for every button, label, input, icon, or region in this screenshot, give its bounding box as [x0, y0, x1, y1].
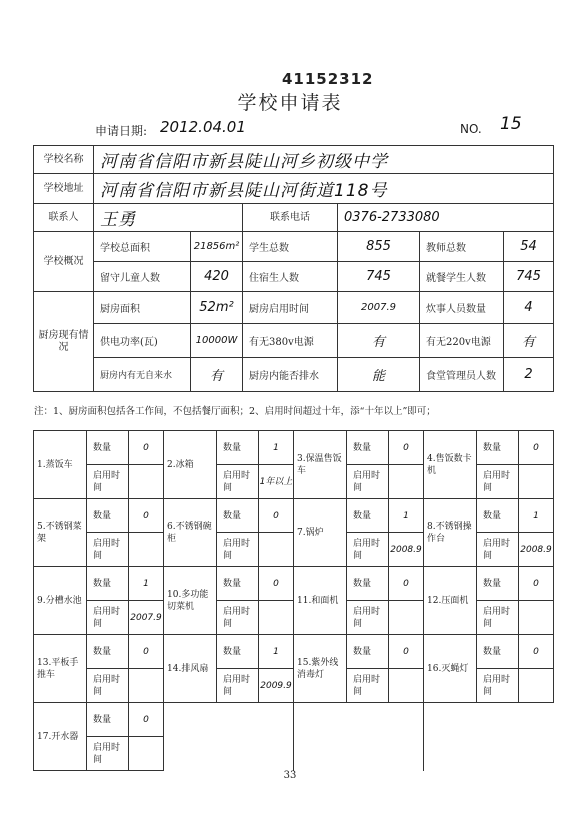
year-value [129, 737, 164, 771]
year-label: 启用时间 [477, 601, 519, 635]
year-label: 启用时间 [217, 601, 259, 635]
tap-water-value: 有 [191, 358, 243, 392]
qty-value: 0 [389, 431, 424, 465]
year-label: 启用时间 [347, 669, 389, 703]
v220-value: 有 [504, 324, 554, 358]
total-area-label: 学校总面积 [94, 232, 191, 262]
equipment-name: 3.保温售饭车 [294, 431, 347, 499]
note: 注：1、厨房面积包括各工作间，不包括餐厅面积；2、启用时间超过十年，添“十年以上”即可； [34, 406, 436, 417]
kitchen-year-value: 2007.9 [338, 292, 420, 324]
equipment-name: 9.分槽水池 [34, 567, 87, 635]
equipment-name: 6.不锈钢碗柜 [164, 499, 217, 567]
kitchen-area-label: 厨房面积 [94, 292, 191, 324]
drainage-label: 厨房内能否排水 [243, 358, 338, 392]
qty-label: 数量 [87, 431, 129, 465]
qty-label: 数量 [217, 499, 259, 533]
year-label: 启用时间 [477, 669, 519, 703]
kitchen-label: 厨房现有情况 [34, 292, 94, 392]
year-value [519, 669, 554, 703]
year-label: 启用时间 [217, 465, 259, 499]
qty-label: 数量 [347, 499, 389, 533]
equipment-name: 14.排风扇 [164, 635, 217, 703]
year-value: 2008.9 [519, 533, 554, 567]
qty-value: 0 [519, 431, 554, 465]
equipment-name: 8.不锈钢操作台 [424, 499, 477, 567]
no-value: 15 [500, 114, 522, 134]
school-info-table [33, 145, 554, 392]
kitchen-year-label: 厨房启用时间 [243, 292, 338, 324]
diners-label: 就餐学生人数 [420, 262, 504, 292]
school-address-label: 学校地址 [34, 174, 94, 204]
qty-label: 数量 [87, 499, 129, 533]
year-label: 启用时间 [347, 601, 389, 635]
qty-label: 数量 [477, 635, 519, 669]
year-label: 启用时间 [477, 533, 519, 567]
equipment-name: 2.冰箱 [164, 431, 217, 499]
contact-person-label: 联系人 [34, 204, 94, 232]
page-number: 33 [283, 770, 297, 781]
year-label: 启用时间 [87, 669, 129, 703]
qty-value: 0 [259, 499, 294, 533]
school-name-label: 学校名称 [34, 146, 94, 174]
year-value [389, 669, 424, 703]
form-code: 41152312 [282, 70, 374, 88]
qty-label: 数量 [477, 431, 519, 465]
total-students-label: 学生总数 [243, 232, 338, 262]
year-value [389, 601, 424, 635]
empty-cell [294, 703, 424, 771]
qty-value: 0 [129, 635, 164, 669]
equipment-name: 4.售饭数卡机 [424, 431, 477, 499]
total-students-value: 855 [338, 232, 420, 262]
school-address-value: 河南省信阳市新县陡山河街道118号 [94, 174, 554, 204]
year-value [519, 465, 554, 499]
qty-value: 0 [129, 499, 164, 533]
qty-label: 数量 [217, 635, 259, 669]
contact-phone-label: 联系电话 [243, 204, 338, 232]
year-value: 2007.9 [129, 601, 164, 635]
qty-value: 0 [519, 567, 554, 601]
year-value [129, 465, 164, 499]
v220-label: 有无220v电源 [420, 324, 504, 358]
equipment-name: 5.不锈钢菜架 [34, 499, 87, 567]
year-value [519, 601, 554, 635]
year-label: 启用时间 [477, 465, 519, 499]
qty-value: 0 [259, 567, 294, 601]
qty-value: 0 [389, 567, 424, 601]
year-label: 启用时间 [87, 533, 129, 567]
equipment-table [33, 430, 554, 771]
year-label: 启用时间 [217, 669, 259, 703]
total-teachers-value: 54 [504, 232, 554, 262]
qty-value: 0 [129, 703, 164, 737]
canteen-managers-label: 食堂管理员人数 [420, 358, 504, 392]
qty-label: 数量 [347, 635, 389, 669]
v380-value: 有 [338, 324, 420, 358]
qty-value: 1 [519, 499, 554, 533]
equipment-name: 7.锅炉 [294, 499, 347, 567]
boarders-label: 住宿生人数 [243, 262, 338, 292]
kitchen-staff-value: 4 [504, 292, 554, 324]
date-value: 2012.04.01 [160, 118, 246, 136]
equipment-name: 15.紫外线消毒灯 [294, 635, 347, 703]
year-label: 启用时间 [87, 465, 129, 499]
equipment-name: 17.开水器 [34, 703, 87, 771]
qty-label: 数量 [477, 499, 519, 533]
qty-value: 0 [519, 635, 554, 669]
qty-value: 1 [259, 635, 294, 669]
equipment-name: 16.灭蝇灯 [424, 635, 477, 703]
v380-label: 有无380v电源 [243, 324, 338, 358]
contact-person-value: 王勇 [94, 204, 243, 232]
empty-cell [424, 703, 554, 771]
equipment-name: 10.多功能切菜机 [164, 567, 217, 635]
equipment-name: 1.蒸饭车 [34, 431, 87, 499]
empty-cell [164, 703, 294, 771]
page-title: 学校申请表 [237, 92, 343, 114]
year-value [259, 601, 294, 635]
qty-label: 数量 [217, 567, 259, 601]
equipment-name: 13.平板手推车 [34, 635, 87, 703]
year-label: 启用时间 [217, 533, 259, 567]
kitchen-staff-label: 炊事人员数量 [420, 292, 504, 324]
power-label: 供电功率(瓦) [94, 324, 191, 358]
qty-value: 0 [389, 635, 424, 669]
total-teachers-label: 教师总数 [420, 232, 504, 262]
year-value [389, 465, 424, 499]
canteen-managers-value: 2 [504, 358, 554, 392]
left-behind-label: 留守儿童人数 [94, 262, 191, 292]
power-value: 10000W [191, 324, 243, 358]
qty-label: 数量 [347, 431, 389, 465]
boarders-value: 745 [338, 262, 420, 292]
total-area-value: 21856m² [191, 232, 243, 262]
year-value: 2009.9 [259, 669, 294, 703]
no-label: NO. [460, 122, 482, 136]
qty-value: 0 [129, 431, 164, 465]
qty-label: 数量 [87, 703, 129, 737]
drainage-value: 能 [338, 358, 420, 392]
overview-label: 学校概况 [34, 232, 94, 292]
left-behind-value: 420 [191, 262, 243, 292]
year-label: 启用时间 [87, 737, 129, 771]
year-label: 启用时间 [87, 601, 129, 635]
date-label: 申请日期: [95, 124, 148, 138]
equipment-name: 11.和面机 [294, 567, 347, 635]
tap-water-label: 厨房内有无自来水 [94, 358, 191, 392]
qty-value: 1 [259, 431, 294, 465]
equipment-name: 12.压面机 [424, 567, 477, 635]
diners-value: 745 [504, 262, 554, 292]
qty-label: 数量 [477, 567, 519, 601]
qty-label: 数量 [87, 635, 129, 669]
year-value [259, 533, 294, 567]
year-label: 启用时间 [347, 533, 389, 567]
qty-label: 数量 [217, 431, 259, 465]
contact-phone-value: 0376-2733080 [338, 204, 554, 232]
year-value: 2008.9 [389, 533, 424, 567]
qty-label: 数量 [347, 567, 389, 601]
qty-value: 1 [389, 499, 424, 533]
year-value: 1年以上 [259, 465, 294, 499]
year-label: 启用时间 [347, 465, 389, 499]
year-value [129, 669, 164, 703]
year-value [129, 533, 164, 567]
qty-label: 数量 [87, 567, 129, 601]
school-name-value: 河南省信阳市新县陡山河乡初级中学 [94, 146, 554, 174]
kitchen-area-value: 52m² [191, 292, 243, 324]
qty-value: 1 [129, 567, 164, 601]
